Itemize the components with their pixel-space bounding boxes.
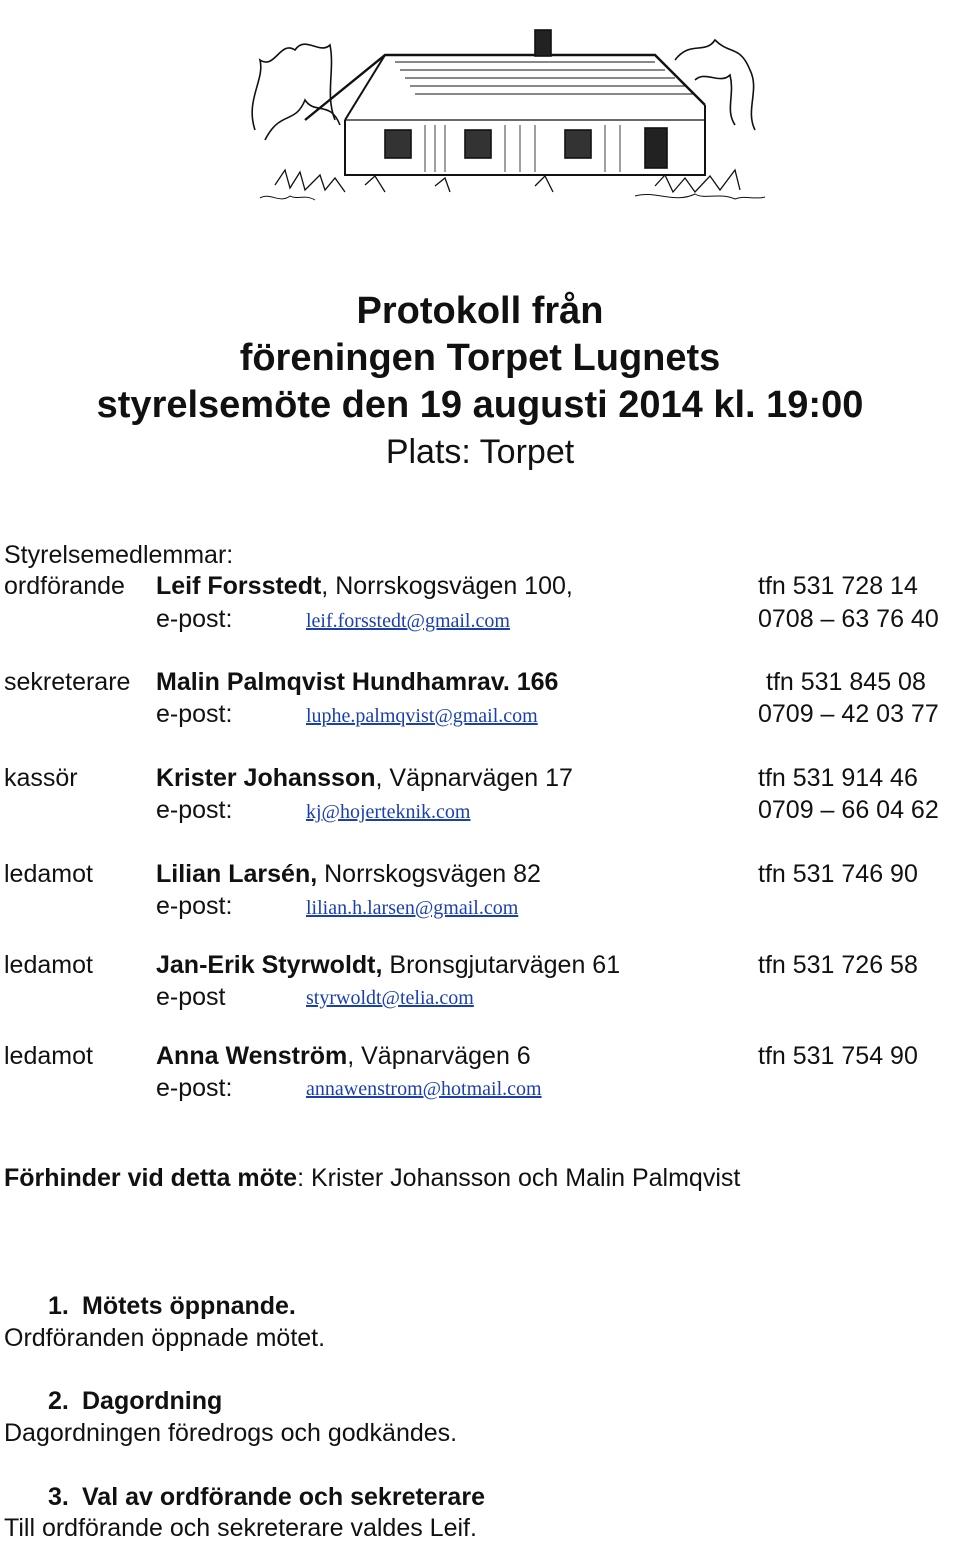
member-name: Malin Palmqvist Hundhamrav. 166 xyxy=(156,668,559,696)
member-name-address xyxy=(156,1042,531,1071)
cottage-sketch-image xyxy=(235,0,795,210)
member-name: Anna Wenström xyxy=(156,1042,348,1070)
agenda-item-number: 1. xyxy=(48,1292,69,1320)
member-email-label: e-post: xyxy=(156,1074,233,1102)
agenda-item-heading xyxy=(48,1387,222,1416)
agenda-item-title: Mötets öppnande. xyxy=(82,1292,296,1320)
member-email-label: e-post: xyxy=(156,605,233,633)
agenda-item-title: Val av ordförande och sekreterare xyxy=(82,1483,485,1511)
title-line-2: föreningen Torpet Lugnets xyxy=(239,337,721,379)
member-email-link[interactable]: styrwoldt@telia.com xyxy=(306,987,474,1009)
member-email-link[interactable]: annawenstrom@hotmail.com xyxy=(306,1078,542,1100)
member-name-address xyxy=(156,668,558,697)
member-role: ordförande xyxy=(4,572,125,600)
member-phone: tfn 531 754 90 xyxy=(758,1042,918,1070)
member-name: Leif Forsstedt xyxy=(156,572,322,600)
location-line: Plats: Torpet xyxy=(385,433,575,471)
member-role: ledamot xyxy=(4,1042,93,1070)
member-email-link[interactable]: lilian.h.larsen@gmail.com xyxy=(306,897,519,919)
agenda-item-number: 3. xyxy=(48,1483,69,1511)
member-email-label: e-post: xyxy=(156,796,233,824)
agenda-item-text: Till ordförande och sekreterare valdes Leif. xyxy=(4,1514,477,1542)
absence-text: : Krister Johansson och Malin Palmqvist xyxy=(297,1164,741,1192)
member-email-label: e-post: xyxy=(156,892,233,920)
agenda-item-text: Ordföranden öppnade mötet. xyxy=(4,1324,326,1352)
member-role: sekreterare xyxy=(4,668,131,696)
board-heading: Styrelsemedlemmar: xyxy=(4,541,234,569)
member-phone: tfn 531 746 90 xyxy=(758,860,918,888)
title-line-1: Protokoll från xyxy=(356,290,604,332)
member-name-address xyxy=(156,860,541,889)
member-email-link[interactable]: kj@hojerteknik.com xyxy=(306,801,471,823)
member-name-address xyxy=(156,951,620,980)
agenda-item-heading xyxy=(48,1292,296,1321)
member-mobile: 0709 – 42 03 77 xyxy=(758,700,939,728)
member-role: kassör xyxy=(4,764,78,792)
member-name: Jan-Erik Styrwoldt, xyxy=(156,951,383,979)
member-email-link[interactable]: leif.forsstedt@gmail.com xyxy=(306,610,510,632)
agenda-item-title: Dagordning xyxy=(82,1387,223,1415)
member-role: ledamot xyxy=(4,951,93,979)
member-role: ledamot xyxy=(4,860,93,888)
member-phone: tfn 531 914 46 xyxy=(758,764,918,792)
member-email-link[interactable]: luphe.palmqvist@gmail.com xyxy=(306,705,538,727)
member-phone: tfn 531 845 08 xyxy=(766,668,926,696)
member-phone: tfn 531 726 58 xyxy=(758,951,918,979)
member-name: Krister Johansson xyxy=(156,764,376,792)
agenda-item-heading xyxy=(48,1483,485,1512)
member-mobile: 0708 – 63 76 40 xyxy=(758,605,939,633)
member-email-label: e-post xyxy=(156,983,226,1011)
member-name-address xyxy=(156,764,573,793)
member-email-label: e-post: xyxy=(156,700,233,728)
member-name-address xyxy=(156,572,573,601)
member-phone: tfn 531 728 14 xyxy=(758,572,918,600)
title-line-3: styrelsemöte den 19 augusti 2014 kl. 19:00 xyxy=(96,384,864,426)
member-address: , Väpnarvägen 6 xyxy=(347,1042,531,1070)
member-address: , Väpnarvägen 17 xyxy=(375,764,573,792)
absence-line xyxy=(4,1164,740,1193)
agenda-item-number: 2. xyxy=(48,1387,69,1415)
absence-label: Förhinder vid detta möte xyxy=(4,1164,298,1192)
member-name: Lilian Larsén, xyxy=(156,860,318,888)
member-address: Bronsgjutarvägen 61 xyxy=(382,951,621,979)
member-address: , Norrskogsvägen 100, xyxy=(321,572,573,600)
member-mobile: 0709 – 66 04 62 xyxy=(758,796,939,824)
member-address: Norrskogsvägen 82 xyxy=(317,860,541,888)
agenda-item-text: Dagordningen föredrogs och godkändes. xyxy=(4,1419,458,1447)
